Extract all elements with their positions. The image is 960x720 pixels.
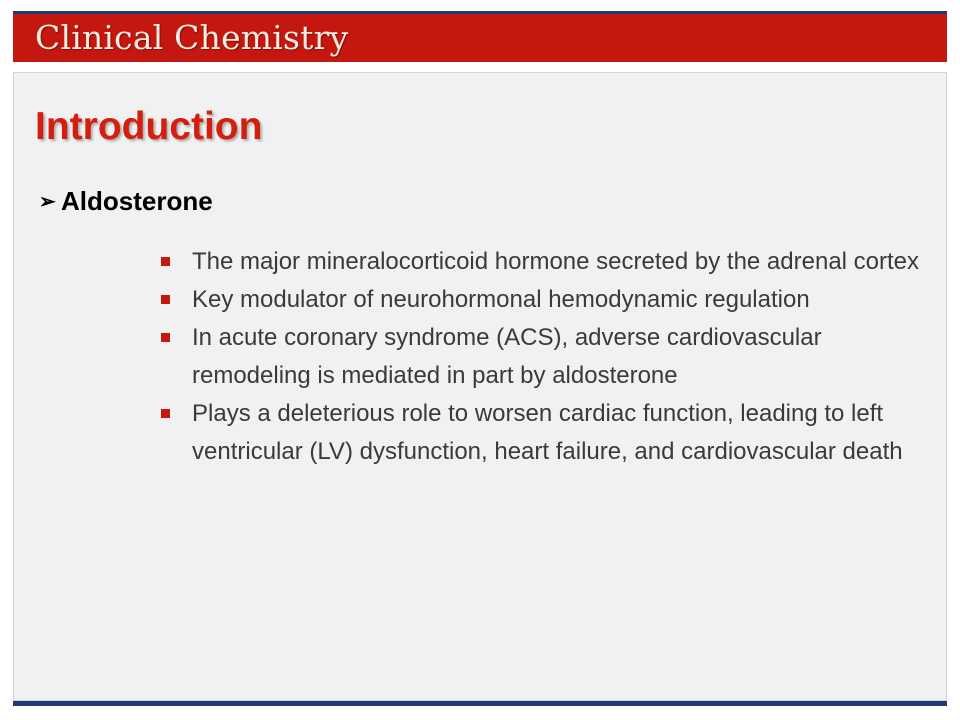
bullet-item [159,319,929,395]
square-bullet-icon [161,409,170,418]
header-banner [13,14,947,62]
bullet-text: In acute coronary syndrome (ACS), adverse cardiovascular remodeling is mediated in part by aldosterone [192,324,822,389]
arrow-bullet-icon: ➢ [39,191,56,213]
bullet-item [159,281,929,319]
topic-label: Aldosterone [61,186,213,216]
topic-item [39,183,213,220]
bullet-list [159,243,929,471]
square-bullet-icon [161,333,170,342]
slide-heading: Introduction [35,105,263,148]
square-bullet-icon [161,257,170,266]
content-panel [13,72,947,701]
bullet-item [159,243,929,281]
bullet-item [159,395,929,471]
footer-rule [13,701,947,706]
bullet-text: Plays a deleterious role to worsen cardiac function, leading to left ventricular (LV) dysfunction, heart failure, and cardiovascular death [192,400,903,465]
square-bullet-icon [161,295,170,304]
bullet-text: The major mineralocorticoid hormone secreted by the adrenal cortex [192,248,920,275]
banner-title: Clinical Chemistry [35,18,349,57]
bullet-text: Key modulator of neurohormonal hemodynamic regulation [192,286,810,313]
